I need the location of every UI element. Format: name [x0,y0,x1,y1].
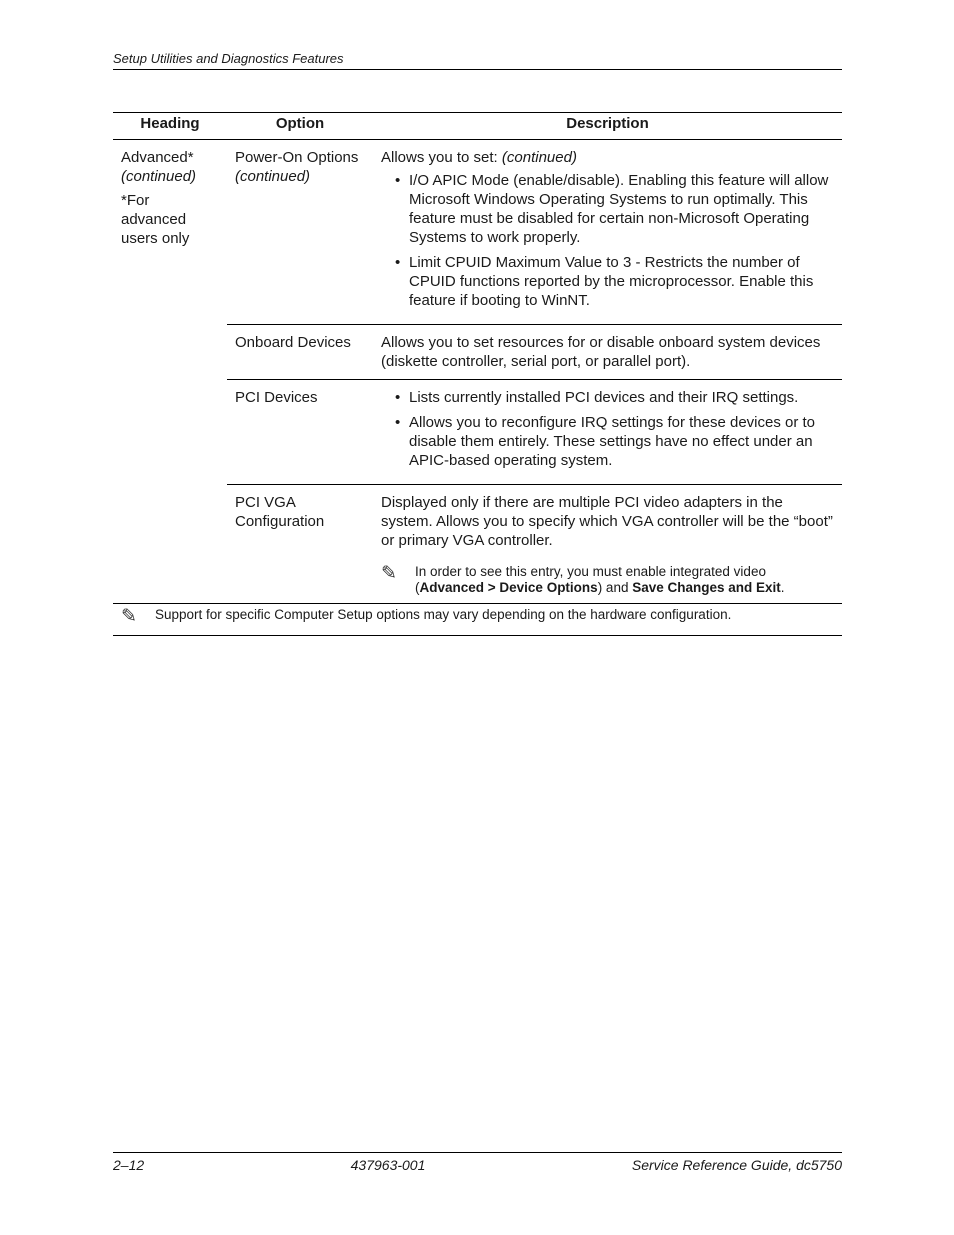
heading-cell-advanced [113,140,227,604]
description-text: Allows you to set resources for or disable onboard system devices (diskette controller, serial port, or parallel port). [381,334,821,370]
setup-options-table [113,112,842,636]
pencil-note-icon: ✎ [381,563,397,584]
heading-name: Advanced* [121,149,194,166]
description-bullets [381,171,836,310]
table-footnote-row [113,604,842,636]
column-header-option: Option [227,113,373,140]
option-name: Configuration [235,513,325,530]
table-footnote-text: Support for specific Computer Setup options may vary depending on the hardware configuration. [155,607,732,622]
description-cell [373,485,842,604]
page-number: 2–12 [113,1157,145,1173]
description-bullets [381,388,836,470]
bullet-item: • Lists currently installed PCI devices and their IRQ settings. [409,388,836,407]
running-head: Setup Utilities and Diagnostics Features [113,51,842,70]
heading-footnote-line: advanced [121,211,187,228]
option-name: PCI Devices [235,389,318,406]
guide-title: Service Reference Guide, dc5750 [631,1157,842,1173]
column-header-heading: Heading [113,113,227,140]
option-name: PCI VGA [235,494,296,511]
document-number: 437963-001 [350,1157,426,1173]
description-cell [373,140,842,325]
description-cell [373,380,842,485]
description-lead: Allows you to set: (continued) [381,149,577,166]
table-footnote-cell [113,604,842,636]
bullet-item: • Limit CPUID Maximum Value to 3 - Restricts the number of CPUID functions reported by the microprocessor. Enable this feature if booting to WinNT. [409,253,836,310]
note-block [381,564,836,595]
option-cell [227,380,373,485]
table-row [113,140,842,325]
option-name: Power-On Options [235,149,359,166]
bullet-item: • I/O APIC Mode (enable/disable). Enabling this feature will allow Microsoft Windows Operating Systems to run optimally. This feature must be disabled for certain non-Microsoft Operating Systems to work properly. [409,171,836,247]
option-cell [227,140,373,325]
option-cell [227,485,373,604]
note-text: In order to see this entry, you must enable integrated video (Advanced > Device Options) and Save Changes and Exit. [415,564,785,595]
heading-footnote-line: *For [121,192,150,209]
heading-footnote-line: users only [121,230,190,247]
table-header-row [113,113,842,140]
pencil-note-icon: ✎ [121,606,137,627]
option-name: Onboard Devices [235,334,351,351]
description-cell [373,325,842,380]
option-cell [227,325,373,380]
bullet-item: • Allows you to reconfigure IRQ settings for these devices or to disable them entirely. These settings have no effect under an APIC-based operating system. [409,413,836,470]
description-text: Displayed only if there are multiple PCI video adapters in the system. Allows you to specify which VGA controller will be the “boot” or primary VGA controller. [381,494,833,549]
heading-continued: (continued) [121,168,197,185]
option-continued: (continued) [235,168,311,185]
column-header-description: Description [373,113,842,140]
page-footer [113,1152,842,1173]
